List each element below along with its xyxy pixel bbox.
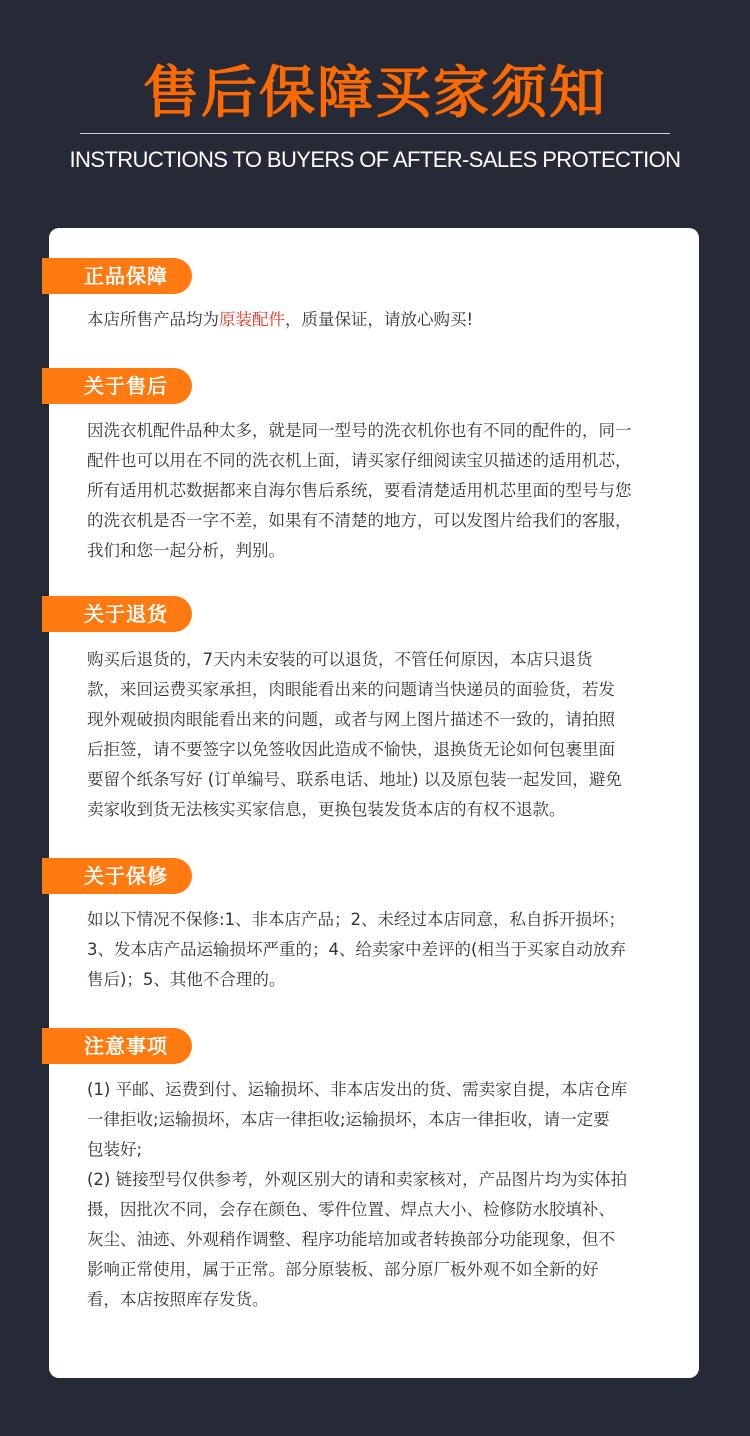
text-line: 售后)；5、其他不合理的。 (87, 970, 286, 989)
text-line: 3、发本店产品运输损坏严重的；4、给卖家中差评的(相当于买家自动放弃 (87, 940, 626, 959)
text-line: 款，来回运费买家承担，肉眼能看出来的问题请当快递员的面验货，若发 (87, 680, 615, 699)
text-line: 看，本店按照库存发货。 (87, 1290, 269, 1309)
text-line: 摄，因批次不同，会存在颜色、零件位置、焊点大小、检修防水胶填补、 (87, 1200, 615, 1219)
text-line: 所有适用机芯数据都来自海尔售后系统，要看清楚适用机芯里面的型号与您 (87, 481, 632, 500)
section-header-after-sales: 关于售后 (42, 368, 192, 404)
text-line: 卖家收到货无法核实买家信息，更换包装发货本店的有权不退款。 (87, 800, 566, 819)
text-line: 因洗衣机配件品种太多，就是同一型号的洗衣机你也有不同的配件的，同一 (87, 421, 632, 440)
text-line: 灰尘、油迹、外观稍作调整、程序功能培加或者转换部分功能现象，但不 (87, 1230, 615, 1249)
section-text-genuine (87, 305, 687, 335)
text-line: 我们和您一起分析，判别。 (87, 541, 285, 560)
text-line: 影响正常使用，属于正常。部分原装板、部分原厂板外观不如全新的好 (87, 1260, 599, 1279)
text-line: 的洗衣机是否一字不差，如果有不清楚的地方，可以发图片给我们的客服， (87, 511, 632, 530)
text-before: 本店所售产品均为 (87, 310, 219, 329)
text-line: (1) 平邮、运费到付、运输损坏、非本店发出的货、需卖家自提，本店仓库 (87, 1080, 628, 1099)
page-title: 售后保障买家须知 (143, 61, 607, 126)
text-line: 如以下情况不保修:1、非本店产品；2、未经过本店同意，私自拆开损坏； (87, 910, 626, 929)
text-line: 包装好; (87, 1140, 143, 1159)
text-line: (2) 链接型号仅供参考，外观区别大的请和卖家核对，产品图片均为实体拍 (87, 1170, 628, 1189)
text-line: 后拒签，请不要签字以免签收因此造成不愉快，退换货无论如何包裹里面 (87, 740, 615, 759)
text-line: 要留个纸条写好 (订单编号、联系电话、地址) 以及原包装一起发回，避免 (87, 770, 622, 789)
section-text-warranty (87, 905, 687, 995)
section-text-returns (87, 645, 687, 825)
text-line: 配件也可以用在不同的洗衣机上面，请买家仔细阅读宝贝描述的适用机芯， (87, 451, 632, 470)
page-subtitle: INSTRUCTIONS TO BUYERS OF AFTER-SALES PROTECTION (69, 147, 681, 172)
text-after: ，质量保证，请放心购买! (285, 310, 474, 329)
section-text-after-sales (87, 416, 687, 566)
text-line: 一律拒收;运输损坏，本店一律拒收;运输损坏，本店一律拒收，请一定要 (87, 1110, 610, 1129)
section-header-genuine: 正品保障 (42, 258, 192, 294)
section-header-notes: 注意事项 (42, 1028, 192, 1064)
text-line: 现外观破损肉眼能看出来的问题，或者与网上图片描述不一致的，请拍照 (87, 710, 615, 729)
title-divider (80, 133, 670, 134)
section-text-notes (87, 1075, 687, 1315)
section-header-returns: 关于退货 (42, 596, 192, 632)
text-line: 购买后退货的，7天内未安装的可以退货，不管任何原因，本店只退货 (87, 650, 593, 669)
section-header-warranty: 关于保修 (42, 858, 192, 894)
highlight-original-parts: 原装配件 (219, 310, 285, 329)
